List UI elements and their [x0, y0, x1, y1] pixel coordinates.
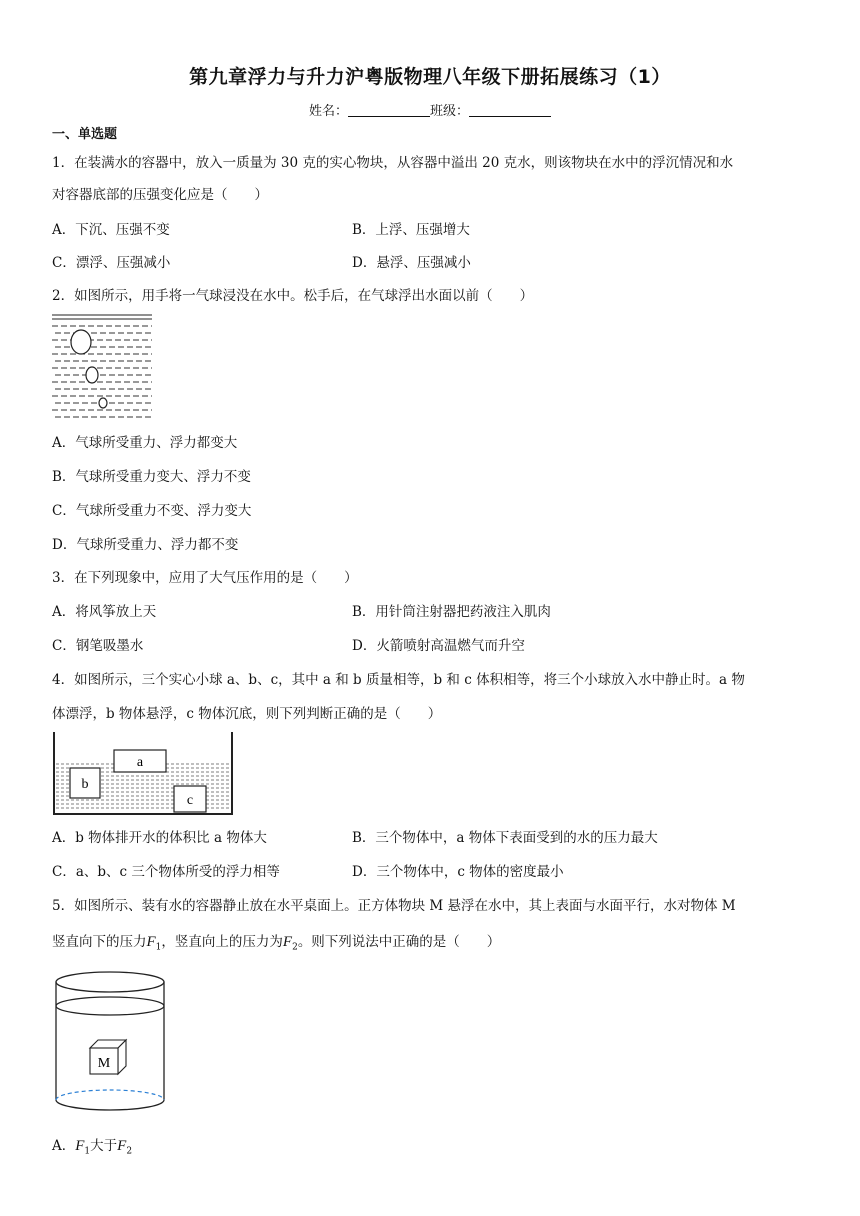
section-heading: 一、单选题 — [52, 127, 118, 142]
three-balls-container-figure — [52, 732, 234, 816]
name-blank[interactable] — [348, 103, 430, 117]
q3-option-a[interactable]: A．将风筝放上天 — [52, 604, 157, 620]
q5-a-f2-sub: 2 — [126, 1146, 133, 1157]
q1-option-c[interactable]: C．漂浮、压强减小 — [52, 255, 171, 271]
q5-option-a[interactable] — [52, 1134, 132, 1157]
q4-option-a[interactable]: A．b 物体排开水的体积比 a 物体大 — [52, 830, 267, 846]
q4-option-c[interactable]: C．a、b、c 三个物体所受的浮力相等 — [52, 864, 280, 880]
name-label: 姓名： — [308, 104, 348, 119]
large-balloon — [71, 330, 91, 354]
small-balloon — [99, 398, 107, 408]
q4-option-d[interactable]: D．三个物体中，c 物体的密度最小 — [352, 864, 564, 880]
q4-stem-line1: 4．如图所示，三个实心小球 a、b、c，其中 a 和 b 质量相等，b 和 c 体积相等，将三个小球放入水中静止时。a 物 — [52, 672, 745, 688]
q5-f2-sub: 2 — [292, 942, 298, 953]
q2-option-b[interactable]: B．气球所受重力变大、浮力不变 — [52, 469, 251, 485]
q5-f1-sub: 1 — [155, 942, 162, 953]
q5-a-f1-sub: 1 — [84, 1146, 91, 1157]
q1-stem-line1: 1．在装满水的容器中，放入一质量为 30 克的实心物块，从容器中溢出 20 克水，则该物块在水中的浮沉情况和水 — [52, 155, 734, 171]
class-blank[interactable] — [469, 103, 551, 117]
q1-option-a[interactable]: A．下沉、压强不变 — [52, 222, 170, 238]
q1-option-d[interactable]: D．悬浮、压强减小 — [352, 255, 471, 271]
page-title: 第九章浮力与升力沪粤版物理八年级下册拓展练习（1） — [189, 66, 671, 88]
q5-stem-line1: 5．如图所示、装有水的容器静止放在水平桌面上。正方体物块 M 悬浮在水中，其上表面与水面平行，水对物体 M — [52, 898, 736, 914]
balloon-in-water-figure — [52, 312, 152, 422]
q5-a-f1-symbol: F — [75, 1138, 85, 1154]
cube-m-label: M — [97, 1056, 111, 1071]
cylinder-bottom-dashed — [56, 1090, 164, 1100]
q5-stem-line2 — [52, 930, 500, 953]
q5-f2-symbol: F — [282, 934, 293, 950]
q3-option-b[interactable]: B．用针筒注射器把药液注入肌肉 — [352, 604, 551, 620]
water-surface — [56, 997, 164, 1015]
q3-stem: 3．在下列现象中，应用了大气压作用的是（ ） — [52, 570, 358, 586]
cylinder-top-rim — [56, 972, 164, 992]
q3-option-d[interactable]: D．火箭喷射高温燃气而升空 — [352, 638, 525, 654]
q5-a-f2-symbol: F — [117, 1138, 127, 1154]
q3-option-c[interactable]: C．钢笔吸墨水 — [52, 638, 144, 654]
q2-option-d[interactable]: D．气球所受重力、浮力都不变 — [52, 537, 239, 553]
q5-f1-symbol: F — [146, 934, 156, 950]
q5-a-mid: 大于 — [90, 1138, 118, 1154]
q5-line2-pre: 竖直向下的压力 — [52, 934, 147, 950]
q2-stem: 2．如图所示，用手将一气球浸没在水中。松手后，在气球浮出水面以前（ ） — [52, 288, 534, 304]
q1-option-b[interactable]: B．上浮、压强增大 — [352, 222, 470, 238]
class-label: 班级： — [430, 104, 470, 119]
q5-line2-mid: ，竖直向上的压力为 — [161, 934, 283, 950]
cube-in-cylinder-figure — [52, 968, 168, 1118]
object-c-label: c — [186, 793, 194, 808]
q5-line2-post: 。则下列说法中正确的是（ ） — [297, 934, 501, 950]
q2-option-c[interactable]: C．气球所受重力不变、浮力变大 — [52, 503, 252, 519]
object-b-label: b — [81, 777, 89, 792]
q1-stem-line2: 对容器底部的压强变化应是（ ） — [52, 187, 268, 203]
q4-option-b[interactable]: B．三个物体中，a 物体下表面受到的水的压力最大 — [352, 830, 658, 846]
q5-a-pre: A． — [52, 1138, 76, 1154]
student-info-line — [0, 100, 860, 119]
q4-stem-line2: 体漂浮，b 物体悬浮，c 物体沉底，则下列判断正确的是（ ） — [52, 706, 442, 722]
object-a-label: a — [136, 755, 144, 770]
q2-option-a[interactable]: A．气球所受重力、浮力都变大 — [52, 435, 238, 451]
medium-balloon — [86, 367, 98, 383]
